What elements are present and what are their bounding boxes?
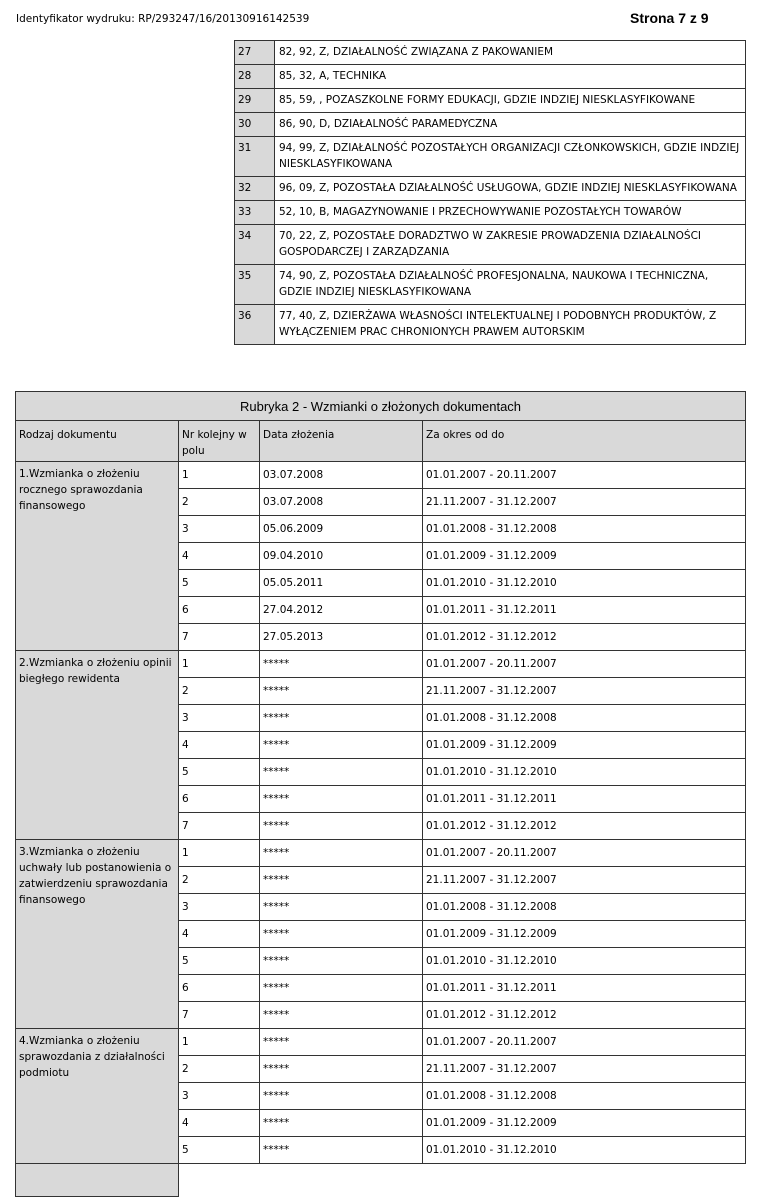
filing-date-cell: ***** [260, 1002, 423, 1029]
period-cell: 01.01.2009 - 31.12.2009 [423, 543, 746, 570]
period-cell: 01.01.2009 - 31.12.2009 [423, 921, 746, 948]
pkd-row-text: 82, 92, Z, DZIAŁALNOŚĆ ZWIĄZANA Z PAKOWANIEM [275, 41, 746, 65]
filing-date-cell: ***** [260, 651, 423, 678]
table-row [16, 840, 746, 867]
column-header-document-type: Rodzaj dokumentu [16, 421, 179, 462]
filing-date-cell: ***** [260, 975, 423, 1002]
period-cell: 01.01.2012 - 31.12.2012 [423, 813, 746, 840]
period-cell: 01.01.2007 - 20.11.2007 [423, 651, 746, 678]
sequence-no-cell: 3 [179, 516, 260, 543]
filing-date-cell: 09.04.2010 [260, 543, 423, 570]
print-identifier: Identyfikator wydruku: RP/293247/16/20130916142539 [16, 13, 310, 25]
sequence-no-cell: 5 [179, 1137, 260, 1164]
pkd-row-text: 77, 40, Z, DZIERŻAWA WŁASNOŚCI INTELEKTUALNEJ I PODOBNYCH PRODUKTÓW, Z WYŁĄCZENIEM PRAC CHRONIONYCH PRAWEM AUTORSKIM [275, 305, 746, 345]
pkd-row-text: 85, 59, , POZASZKOLNE FORMY EDUKACJI, GDZIE INDZIEJ NIESKLASYFIKOWANE [275, 89, 746, 113]
period-cell: 21.11.2007 - 31.12.2007 [423, 867, 746, 894]
sequence-no-cell: 5 [179, 759, 260, 786]
table-continuation [16, 1164, 746, 1197]
filing-date-cell: 05.05.2011 [260, 570, 423, 597]
sequence-no-cell: 1 [179, 651, 260, 678]
filing-date-cell: ***** [260, 705, 423, 732]
pkd-row-text: 70, 22, Z, POZOSTAŁE DORADZTWO W ZAKRESIE PROWADZENIA DZIAŁALNOŚCI GOSPODARCZEJ I ZARZĄDZANIA [275, 225, 746, 265]
filing-date-cell: ***** [260, 1056, 423, 1083]
document-type-cell: 1.Wzmianka o złożeniu rocznego sprawozdania finansowego [16, 462, 179, 651]
pkd-row-number: 32 [235, 177, 275, 201]
table-row [16, 651, 746, 678]
column-header-sequence-no: Nr kolejny w polu [179, 421, 260, 462]
rubryka-2-title: Rubryka 2 - Wzmianki o złożonych dokumentach [16, 392, 746, 421]
filing-date-cell: ***** [260, 1029, 423, 1056]
filing-date-cell: 05.06.2009 [260, 516, 423, 543]
sequence-no-cell: 6 [179, 597, 260, 624]
sequence-no-cell: 4 [179, 1110, 260, 1137]
pkd-row-text: 96, 09, Z, POZOSTAŁA DZIAŁALNOŚĆ USŁUGOWA, GDZIE INDZIEJ NIESKLASYFIKOWANA [275, 177, 746, 201]
sequence-no-cell: 4 [179, 543, 260, 570]
pkd-row-text: 86, 90, D, DZIAŁALNOŚĆ PARAMEDYCZNA [275, 113, 746, 137]
sequence-no-cell: 2 [179, 867, 260, 894]
filing-date-cell: ***** [260, 894, 423, 921]
sequence-no-cell: 3 [179, 894, 260, 921]
period-cell: 01.01.2010 - 31.12.2010 [423, 1137, 746, 1164]
rubryka-2-table [15, 391, 746, 1197]
period-cell: 01.01.2011 - 31.12.2011 [423, 786, 746, 813]
sequence-no-cell: 6 [179, 786, 260, 813]
pkd-row [235, 137, 746, 177]
period-cell: 01.01.2009 - 31.12.2009 [423, 732, 746, 759]
filing-date-cell: 03.07.2008 [260, 489, 423, 516]
pkd-row-number: 36 [235, 305, 275, 345]
filing-date-cell: ***** [260, 678, 423, 705]
filing-date-cell: ***** [260, 1083, 423, 1110]
pkd-row-number: 28 [235, 65, 275, 89]
period-cell: 01.01.2012 - 31.12.2012 [423, 624, 746, 651]
pkd-row [235, 225, 746, 265]
pkd-row [235, 177, 746, 201]
filing-date-cell: ***** [260, 759, 423, 786]
period-cell: 21.11.2007 - 31.12.2007 [423, 678, 746, 705]
period-cell: 01.01.2010 - 31.12.2010 [423, 948, 746, 975]
sequence-no-cell: 2 [179, 489, 260, 516]
period-cell: 01.01.2007 - 20.11.2007 [423, 1029, 746, 1056]
pkd-row-text: 52, 10, B, MAGAZYNOWANIE I PRZECHOWYWANIE POZOSTAŁYCH TOWARÓW [275, 201, 746, 225]
pkd-row [235, 201, 746, 225]
filing-date-cell: ***** [260, 840, 423, 867]
pkd-row-number: 35 [235, 265, 275, 305]
sequence-no-cell: 5 [179, 948, 260, 975]
filing-date-cell: ***** [260, 1110, 423, 1137]
sequence-no-cell: 7 [179, 1002, 260, 1029]
pkd-row [235, 265, 746, 305]
pkd-row [235, 305, 746, 345]
period-cell: 01.01.2008 - 31.12.2008 [423, 894, 746, 921]
sequence-no-cell: 7 [179, 813, 260, 840]
period-cell: 01.01.2009 - 31.12.2009 [423, 1110, 746, 1137]
period-cell: 01.01.2011 - 31.12.2011 [423, 597, 746, 624]
period-cell: 01.01.2007 - 20.11.2007 [423, 840, 746, 867]
pkd-row-text: 85, 32, A, TECHNIKA [275, 65, 746, 89]
filing-date-cell: ***** [260, 1137, 423, 1164]
period-cell: 01.01.2011 - 31.12.2011 [423, 975, 746, 1002]
pkd-row [235, 41, 746, 65]
pkd-row-number: 33 [235, 201, 275, 225]
pkd-row [235, 89, 746, 113]
sequence-no-cell: 3 [179, 705, 260, 732]
sequence-no-cell: 5 [179, 570, 260, 597]
table-row [16, 462, 746, 489]
pkd-row [235, 113, 746, 137]
pkd-row-text: 94, 99, Z, DZIAŁALNOŚĆ POZOSTAŁYCH ORGANIZACJI CZŁONKOWSKICH, GDZIE INDZIEJ NIESKLASYFIKOWANA [275, 137, 746, 177]
period-cell: 01.01.2012 - 31.12.2012 [423, 1002, 746, 1029]
document-type-cell: 3.Wzmianka o złożeniu uchwały lub postanowienia o zatwierdzeniu sprawozdania finansowego [16, 840, 179, 1029]
pkd-row-number: 27 [235, 41, 275, 65]
period-cell: 01.01.2010 - 31.12.2010 [423, 759, 746, 786]
pkd-row-number: 29 [235, 89, 275, 113]
period-cell: 01.01.2008 - 31.12.2008 [423, 516, 746, 543]
filing-date-cell: 27.04.2012 [260, 597, 423, 624]
sequence-no-cell: 4 [179, 921, 260, 948]
period-cell: 01.01.2008 - 31.12.2008 [423, 705, 746, 732]
pkd-row [235, 65, 746, 89]
filing-date-cell: ***** [260, 813, 423, 840]
sequence-no-cell: 3 [179, 1083, 260, 1110]
filing-date-cell: ***** [260, 867, 423, 894]
sequence-no-cell: 1 [179, 462, 260, 489]
sequence-no-cell: 6 [179, 975, 260, 1002]
pkd-row-number: 30 [235, 113, 275, 137]
column-header-filing-date: Data złożenia [260, 421, 423, 462]
pkd-table [234, 40, 746, 345]
column-header-period: Za okres od do [423, 421, 746, 462]
period-cell: 01.01.2007 - 20.11.2007 [423, 462, 746, 489]
pkd-row-text: 74, 90, Z, POZOSTAŁA DZIAŁALNOŚĆ PROFESJONALNA, NAUKOWA I TECHNICZNA, GDZIE INDZIEJ NIESKLASYFIKOWANA [275, 265, 746, 305]
sequence-no-cell: 1 [179, 840, 260, 867]
sequence-no-cell: 2 [179, 678, 260, 705]
page-number: Strona 7 z 9 [630, 10, 709, 26]
pkd-row-number: 31 [235, 137, 275, 177]
filing-date-cell: 27.05.2013 [260, 624, 423, 651]
filing-date-cell: ***** [260, 921, 423, 948]
period-cell: 21.11.2007 - 31.12.2007 [423, 489, 746, 516]
period-cell: 21.11.2007 - 31.12.2007 [423, 1056, 746, 1083]
filing-date-cell: 03.07.2008 [260, 462, 423, 489]
document-type-cell: 4.Wzmianka o złożeniu sprawozdania z działalności podmiotu [16, 1029, 179, 1164]
filing-date-cell: ***** [260, 732, 423, 759]
sequence-no-cell: 2 [179, 1056, 260, 1083]
document-type-cell: 2.Wzmianka o złożeniu opinii biegłego rewidenta [16, 651, 179, 840]
sequence-no-cell: 4 [179, 732, 260, 759]
table-row [16, 1029, 746, 1056]
sequence-no-cell: 7 [179, 624, 260, 651]
period-cell: 01.01.2008 - 31.12.2008 [423, 1083, 746, 1110]
period-cell: 01.01.2010 - 31.12.2010 [423, 570, 746, 597]
filing-date-cell: ***** [260, 786, 423, 813]
continuation-shade [16, 1164, 179, 1197]
sequence-no-cell: 1 [179, 1029, 260, 1056]
filing-date-cell: ***** [260, 948, 423, 975]
pkd-row-number: 34 [235, 225, 275, 265]
